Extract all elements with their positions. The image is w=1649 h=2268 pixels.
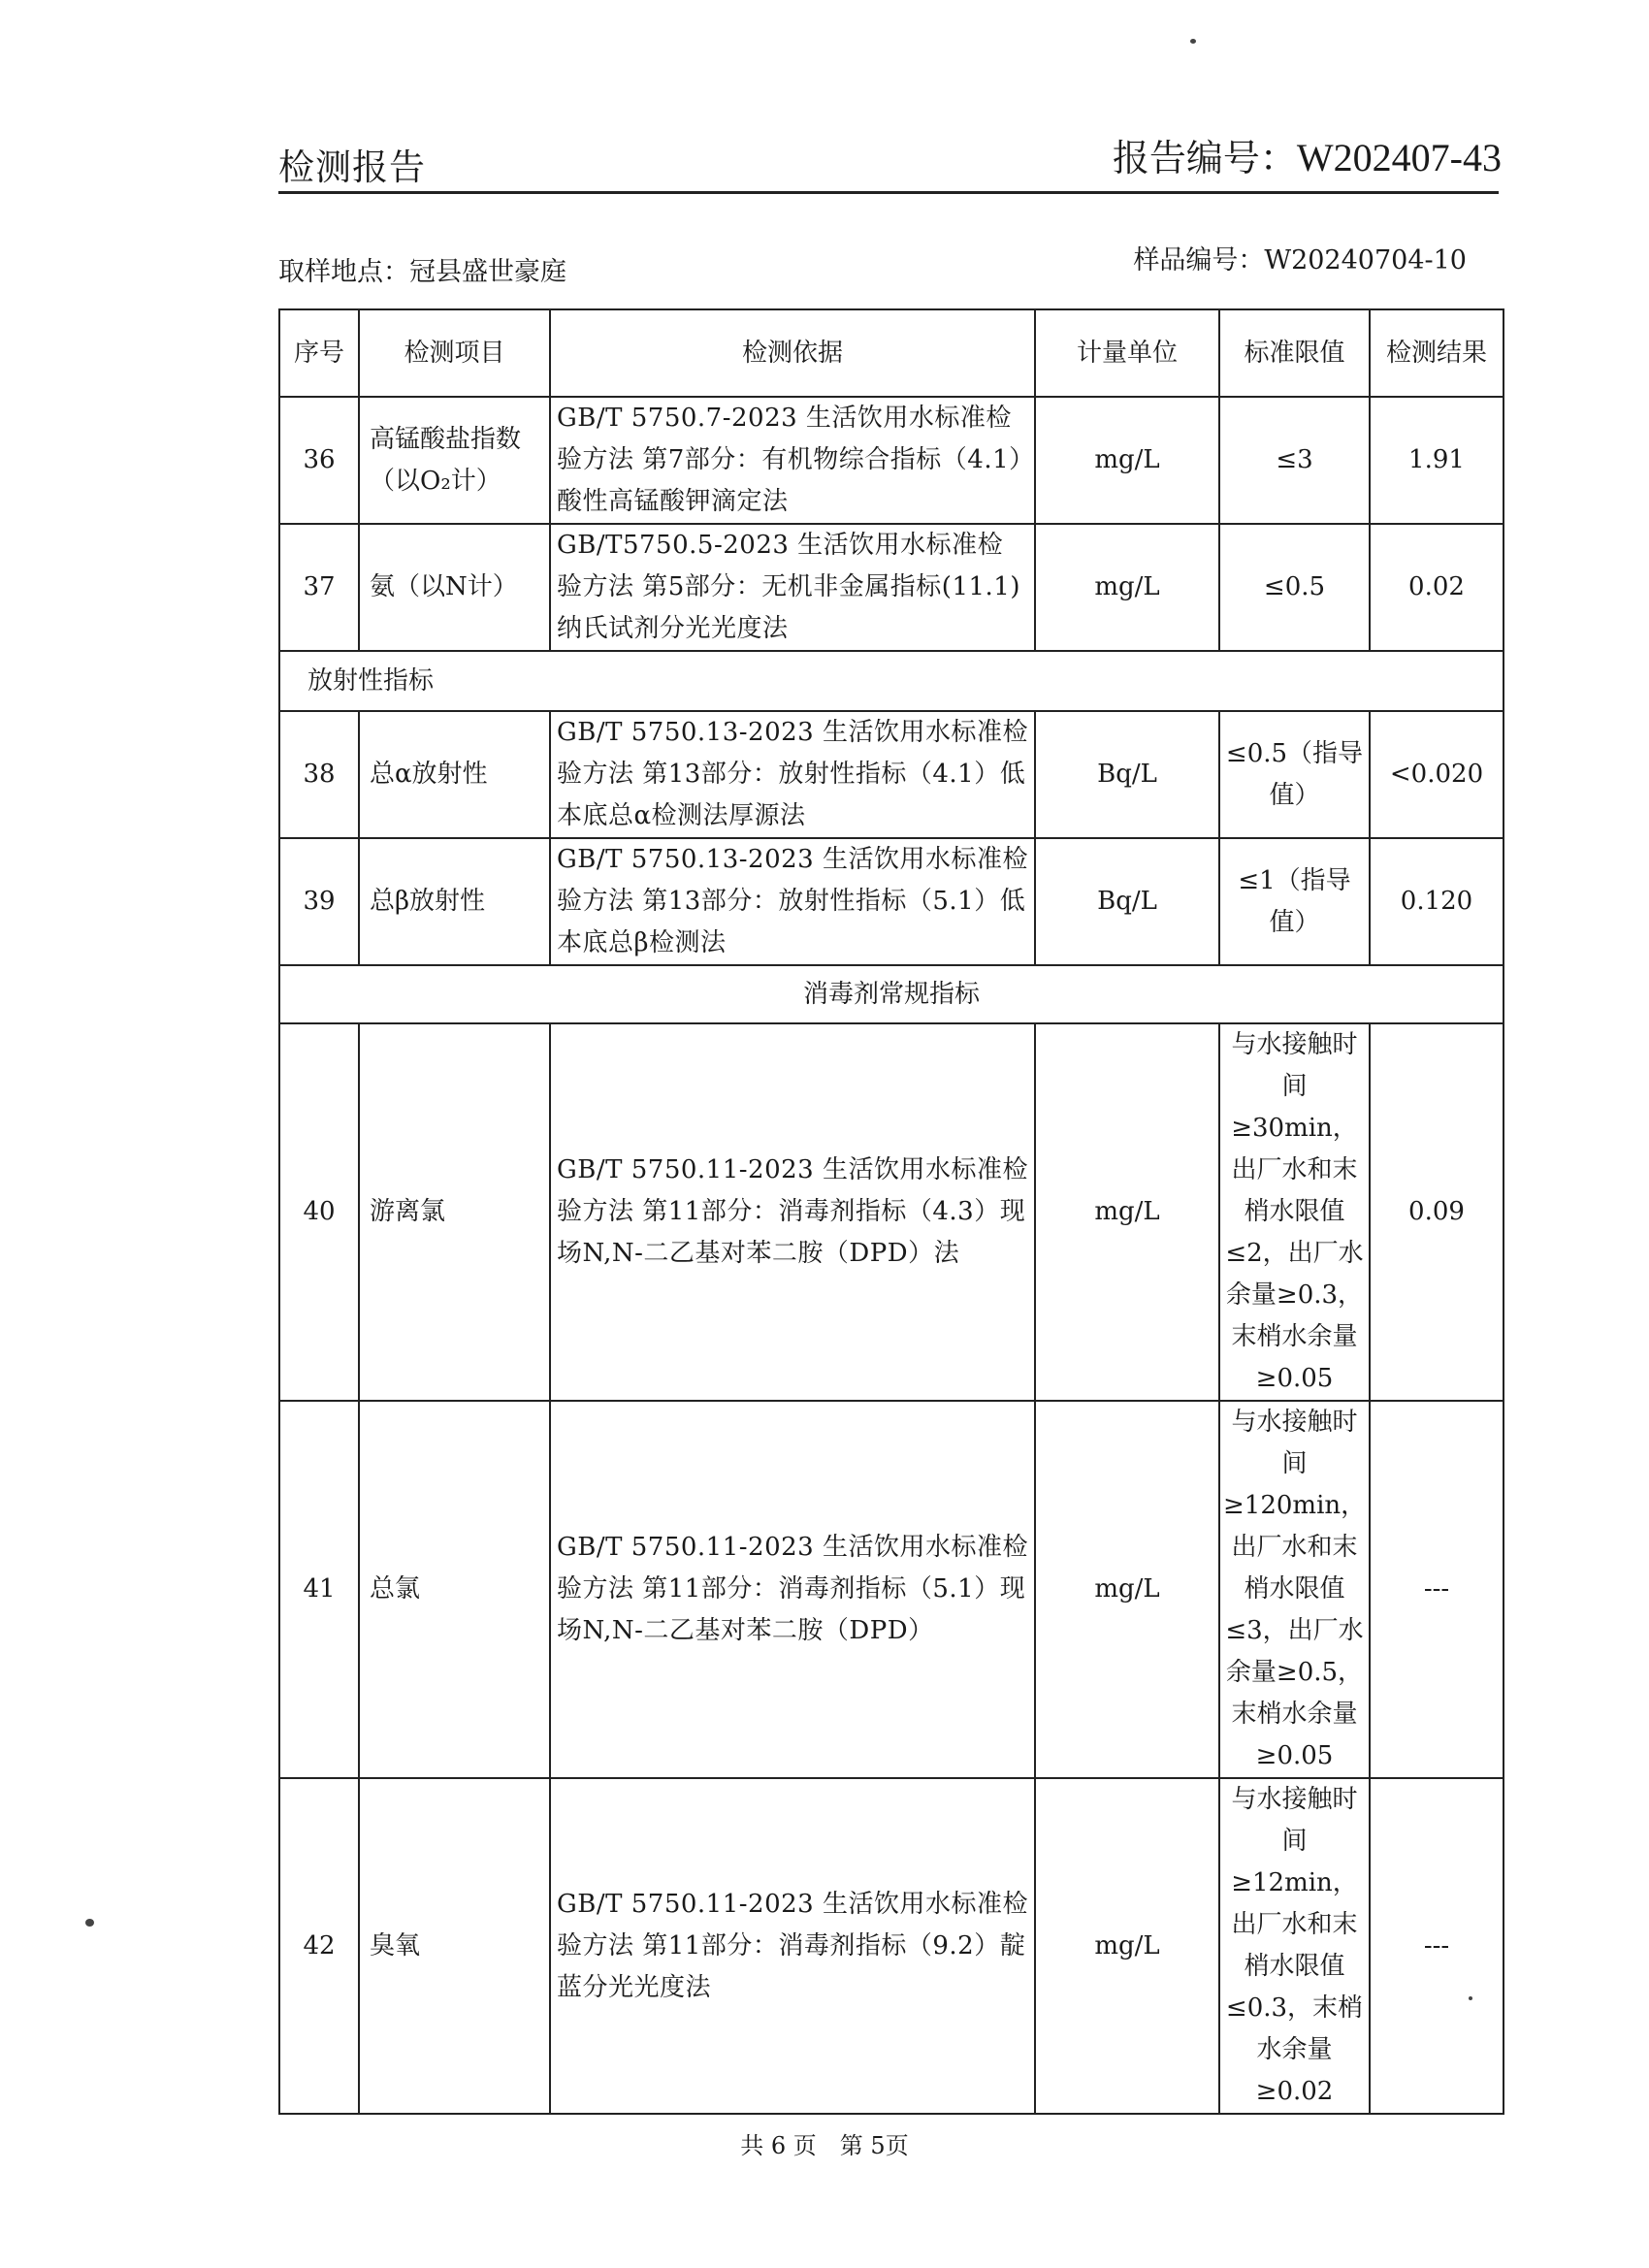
header-divider <box>278 191 1499 194</box>
test-basis: GB/T 5750.7-2023 生活饮用水标准检验方法 第7部分：有机物综合指标（4.1）酸性高锰酸钾滴定法 <box>550 397 1035 524</box>
standard-limit: 与水接触时间≥30min，出厂水和末梢水限值≤2，出厂水余量≥0.3，末梢水余量≥0.05 <box>1219 1023 1370 1401</box>
test-result: <0.020 <box>1370 711 1504 838</box>
section-title-disinfectant: 消毒剂常规指标 <box>279 965 1504 1023</box>
table-row <box>279 711 1504 838</box>
row-number: 40 <box>279 1023 359 1401</box>
unit: Bq/L <box>1035 711 1219 838</box>
unit: mg/L <box>1035 1023 1219 1401</box>
scan-speck <box>85 1919 94 1927</box>
test-result: --- <box>1370 1778 1504 2114</box>
row-number: 37 <box>279 524 359 651</box>
report-number <box>1113 128 1502 181</box>
test-item: 总氯 <box>359 1401 550 1778</box>
test-basis: GB/T 5750.11-2023 生活饮用水标准检验方法 第11部分：消毒剂指标（9.2）靛蓝分光光度法 <box>550 1778 1035 2114</box>
test-item: 总β放射性 <box>359 838 550 965</box>
unit: Bq/L <box>1035 838 1219 965</box>
test-result: 0.120 <box>1370 838 1504 965</box>
sampling-location: 取样地点：冠县盛世豪庭 <box>278 257 566 287</box>
report-number-value: W202407-43 <box>1296 136 1502 179</box>
unit: mg/L <box>1035 1778 1219 2114</box>
standard-limit: ≤3 <box>1219 397 1370 524</box>
row-number: 41 <box>279 1401 359 1778</box>
scan-speck <box>1190 39 1196 44</box>
sample-number: 样品编号：W20240704-10 <box>1133 245 1467 275</box>
header-cell: 标准限值 <box>1219 309 1370 397</box>
test-item: 总α放射性 <box>359 711 550 838</box>
table-row <box>279 838 1504 965</box>
test-basis: GB/T 5750.11-2023 生活饮用水标准检验方法 第11部分：消毒剂指标（5.1）现场N,N-二乙基对苯二胺（DPD） <box>550 1401 1035 1778</box>
test-basis: GB/T 5750.11-2023 生活饮用水标准检验方法 第11部分：消毒剂指标（4.3）现场N,N-二乙基对苯二胺（DPD）法 <box>550 1023 1035 1401</box>
page-footer: 共 6 页 第 5页 <box>740 2132 909 2159</box>
test-result: --- <box>1370 1401 1504 1778</box>
table-row <box>279 1401 1504 1778</box>
table-row <box>279 397 1504 524</box>
row-number: 36 <box>279 397 359 524</box>
test-basis: GB/T 5750.13-2023 生活饮用水标准检验方法 第13部分：放射性指标（4.1）低本底总α检测法厚源法 <box>550 711 1035 838</box>
standard-limit: ≤1（指导值） <box>1219 838 1370 965</box>
unit: mg/L <box>1035 1401 1219 1778</box>
test-result: 1.91 <box>1370 397 1504 524</box>
test-basis: GB/T 5750.13-2023 生活饮用水标准检验方法 第13部分：放射性指标（5.1）低本底总β检测法 <box>550 838 1035 965</box>
header-cell: 检测结果 <box>1370 309 1504 397</box>
standard-limit: ≤0.5（指导值） <box>1219 711 1370 838</box>
test-result: 0.09 <box>1370 1023 1504 1401</box>
test-result: 0.02 <box>1370 524 1504 651</box>
header-cell: 计量单位 <box>1035 309 1219 397</box>
row-number: 39 <box>279 838 359 965</box>
report-title: 检测报告 <box>278 146 426 188</box>
table-header-row <box>279 309 1504 397</box>
test-item: 氨（以N计） <box>359 524 550 651</box>
table-row <box>279 1023 1504 1401</box>
report-number-label: 报告编号： <box>1112 137 1297 179</box>
header-cell: 检测依据 <box>550 309 1035 397</box>
section-row <box>279 965 1504 1023</box>
standard-limit: 与水接触时间≥12min，出厂水和末梢水限值≤0.3，末梢水余量≥0.02 <box>1219 1778 1370 2114</box>
results-table <box>278 308 1504 2115</box>
table-row <box>279 1778 1504 2114</box>
table-row <box>279 524 1504 651</box>
header-cell: 序号 <box>279 309 359 397</box>
row-number: 38 <box>279 711 359 838</box>
standard-limit: ≤0.5 <box>1219 524 1370 651</box>
scan-speck <box>1469 1996 1472 2000</box>
header-cell: 检测项目 <box>359 309 550 397</box>
unit: mg/L <box>1035 524 1219 651</box>
section-row <box>279 651 1504 711</box>
test-item: 游离氯 <box>359 1023 550 1401</box>
test-item: 臭氧 <box>359 1778 550 2114</box>
unit: mg/L <box>1035 397 1219 524</box>
test-item: 高锰酸盐指数（以O₂计） <box>359 397 550 524</box>
standard-limit: 与水接触时间≥120min，出厂水和末梢水限值≤3，出厂水余量≥0.5，末梢水余量≥0.05 <box>1219 1401 1370 1778</box>
row-number: 42 <box>279 1778 359 2114</box>
section-title-radioactive: 放射性指标 <box>279 651 1504 711</box>
test-basis: GB/T5750.5-2023 生活饮用水标准检验方法 第5部分：无机非金属指标(11.1)纳氏试剂分光光度法 <box>550 524 1035 651</box>
